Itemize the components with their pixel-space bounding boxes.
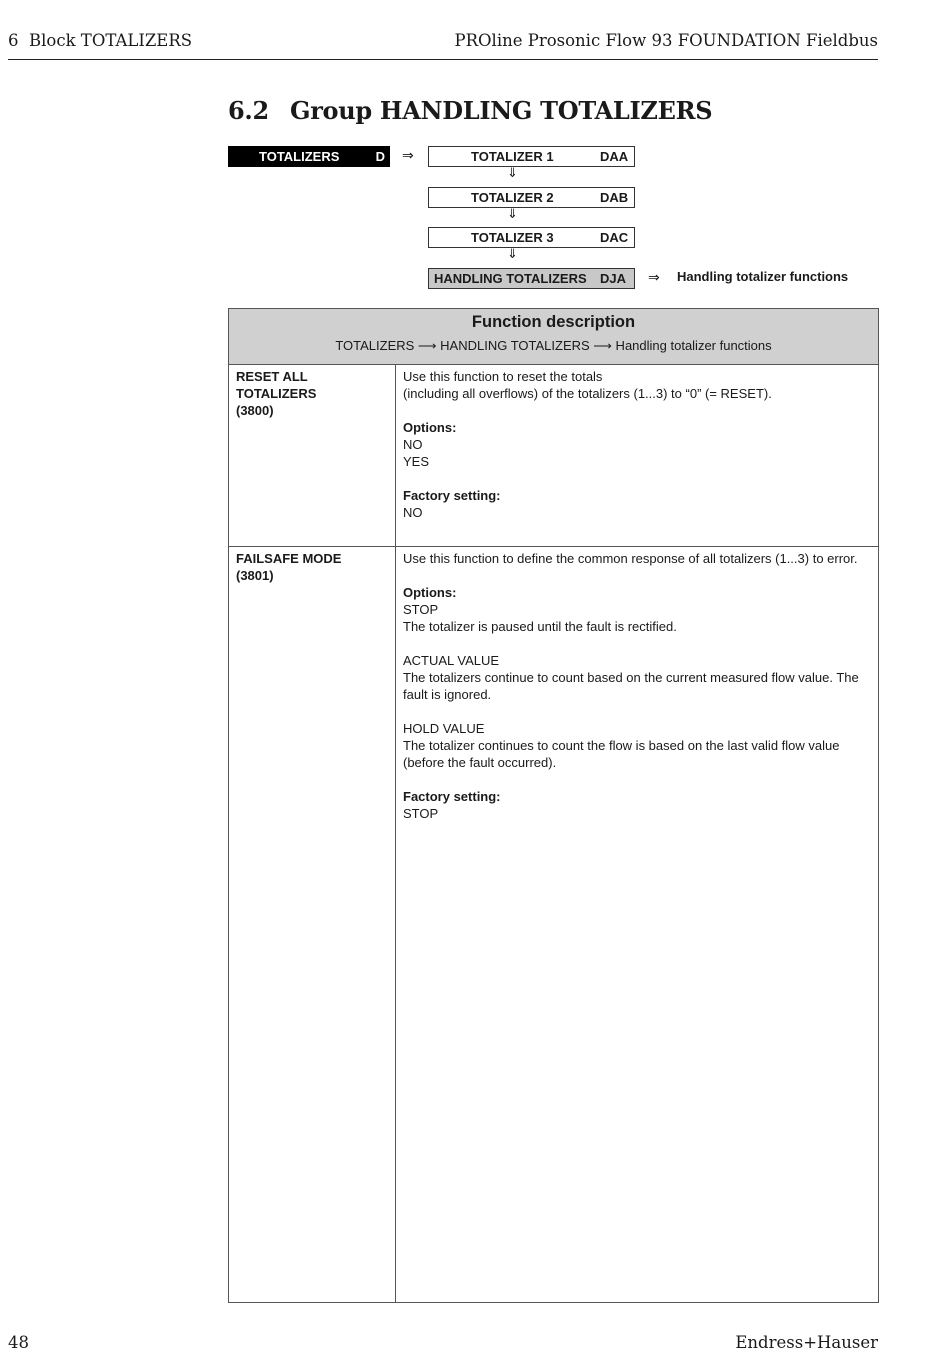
options-label: Options: [403,420,457,435]
function-name-line: TOTALIZERS [236,386,317,401]
table-heading: Function description [471,313,636,331]
down-arrow-icon: ⇓ [507,207,518,222]
factory-setting-value: STOP [403,806,439,821]
running-header-product: PROline Prosonic Flow 93 FOUNDATION Fieldbus [454,31,878,50]
menu-block-totalizers [228,146,390,167]
right-arrow-icon: ⇒ [402,148,414,164]
description-text: Use this function to define the common response of all totalizers (1...3) to error. [403,551,858,566]
option-explanation: The totalizer continues to count the flow is based on the last valid flow value (before the fault occurred). [403,738,840,770]
running-header-chapter: 6 Block TOTALIZERS [8,31,193,50]
right-arrow-icon: ⇒ [648,270,660,286]
option-value: ACTUAL VALUE [403,653,500,668]
function-group-target: Handling totalizer functions [677,269,849,284]
section-number: 6.2 [228,96,269,125]
option-value: STOP [403,602,439,617]
column-divider [395,365,396,1302]
section-title-text: Group HANDLING TOTALIZERS [290,96,713,125]
factory-setting-label: Factory setting: [403,488,501,503]
option-value: NO [403,437,423,452]
option-explanation: The totalizers continue to count based on the current measured flow value. The fault is ignored. [403,670,859,702]
option-explanation: The totalizer is paused until the fault is rectified. [403,619,677,634]
factory-setting-label: Factory setting: [403,789,501,804]
table-header [229,309,878,365]
header-divider [8,59,878,60]
menu-group-totalizer-2 [428,187,635,208]
menu-group-label: HANDLING TOTALIZERS [434,271,587,286]
description-text: (including all overflows) of the totalizers (1...3) to “0” (= RESET). [403,386,772,401]
page-number: 48 [8,1333,29,1352]
function-description-failsafe-mode [403,550,877,822]
menu-group-totalizer-3 [428,227,635,248]
menu-block-label: TOTALIZERS [259,149,340,164]
menu-group-code: DJA [600,271,627,286]
options-label: Options: [403,585,457,600]
function-name-line: RESET ALL [236,369,308,384]
brand-logo-text: Endress+Hauser [735,1333,878,1352]
function-name-failsafe-mode [236,550,386,584]
factory-setting-value: NO [403,505,423,520]
menu-group-totalizer-1 [428,146,635,167]
menu-group-code: DAA [600,149,629,164]
down-arrow-icon: ⇓ [507,247,518,262]
section-title [228,96,712,125]
function-name-reset-all-totalizers [236,368,386,419]
menu-block-code: D [375,149,385,164]
option-value: HOLD VALUE [403,721,485,736]
function-description-reset-all-totalizers [403,368,877,521]
function-name-line: FAILSAFE MODE [236,551,342,566]
function-description-table [228,308,879,1303]
menu-group-handling-totalizers [428,268,635,289]
option-value: YES [403,454,430,469]
description-text: Use this function to reset the totals [403,369,603,384]
menu-group-code: DAC [600,230,629,245]
down-arrow-icon: ⇓ [507,166,518,181]
menu-group-label: TOTALIZER 2 [471,190,554,205]
row-divider [229,546,878,547]
menu-group-label: TOTALIZER 1 [471,149,554,164]
menu-group-code: DAB [600,190,629,205]
table-menu-path: TOTALIZERS ⟶ HANDLING TOTALIZERS ⟶ Handling totalizer functions [335,338,772,353]
function-code: (3801) [236,568,274,583]
function-code: (3800) [236,403,274,418]
menu-group-label: TOTALIZER 3 [471,230,554,245]
